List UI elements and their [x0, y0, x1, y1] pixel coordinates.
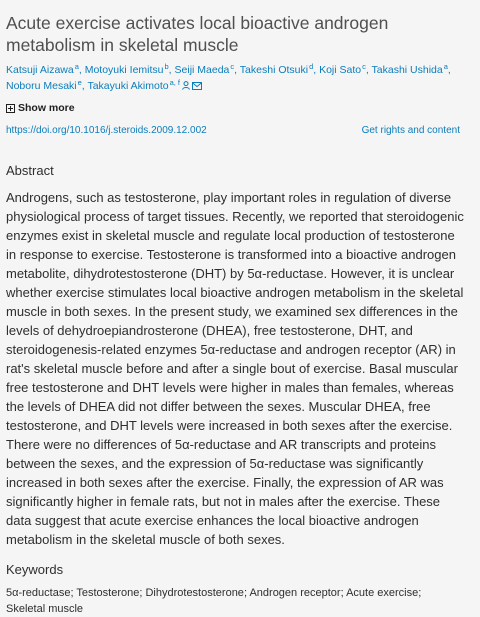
keyword: Androgen receptor — [249, 586, 341, 599]
author-list: Katsuji Aizawa$^a$, Motoyuki Iemitsu$^b$, Seiji Maeda$^c$, Takeshi Otsuki$^d$, Koji Sato$^c$, Takashi Ushida$^a$, Noboru Mesaki$^e$, Takayuki Akimoto$^{a, f}$ — [6, 62, 474, 95]
keyword: Dihydrotestosterone — [145, 586, 244, 599]
abstract-heading: Abstract — [6, 162, 54, 178]
author-name: Noboru Mesaki — [6, 80, 77, 92]
envelope-icon[interactable] — [192, 79, 202, 95]
rights-link[interactable]: Get rights and content — [361, 124, 460, 136]
keyword: 5α-reductase — [6, 586, 71, 599]
plus-box-icon — [6, 104, 15, 113]
author-affiliation: a — [443, 62, 448, 71]
author-link[interactable] — [6, 80, 82, 92]
author-name: Takeshi Otsuki — [239, 64, 309, 76]
author-name: Seiji Maeda — [174, 64, 230, 76]
keyword: Acute exercise — [346, 586, 419, 599]
keywords-heading: Keywords — [6, 561, 64, 577]
author-link[interactable] — [87, 80, 202, 92]
author-affiliation: c — [230, 62, 235, 71]
show-more-button[interactable] — [6, 102, 75, 114]
author-link[interactable] — [319, 64, 366, 76]
author-affiliation: b — [164, 62, 169, 71]
author-link[interactable] — [85, 64, 169, 76]
keyword: Testosterone — [76, 586, 140, 599]
author-link[interactable] — [6, 64, 79, 76]
show-more-label: Show more — [18, 102, 75, 114]
person-icon[interactable] — [182, 79, 190, 95]
author-link[interactable] — [372, 64, 448, 76]
author-name: Takayuki Akimoto — [87, 80, 169, 92]
keyword-list: 5α-reductase; Testosterone; Dihydrotestosterone; Androgen receptor; Acute exercise; Skeletal muscle — [6, 586, 422, 615]
author-link[interactable] — [240, 64, 313, 76]
abstract-text: Androgens, such as testosterone, play important roles in regulation of diverse physiological process of target tissues. Recently, we reported that steroidogenic enzymes exist in skeletal muscle and regulate local production of testosterone in response to exercise. Testosterone is transformed into a bioactive androgen metabolite, dihydrotestosterone (DHT) by 5α-reductase. However, it is unclear whether exercise stimulates local bioactive androgen metabolism in the skeletal muscle in both sexes. In the present study, we examined sex differences in the levels of dehydroepiandrosterone (DHEA), free testosterone, DHT, and steroidogenesis-related enzymes 5α-reductase and androgen receptor (AR) in rat's skeletal muscle before and after a single bout of exercise. Basal muscular free testosterone and DHT levels were higher in males than females, whereas the levels of DHEA did not differ between the sexes. Muscular DHEA, free testosterone, and DHT levels were increased in both sexes after the exercise. There were no differences of 5α-reductase and AR transcripts and proteins between the sexes, and the expression of 5α-reductase was significantly increased in both sexes after the exercise. Finally, the expression of AR was significantly higher in female rats, but not in males after the exercise. These data suggest that acute exercise enhances the local bioactive androgen metabolism in the skeletal muscle of both sexes. — [6, 189, 464, 547]
author-affiliation: a, f — [169, 78, 181, 87]
author-link[interactable] — [175, 64, 235, 76]
article-title: Acute exercise activates local bioactive androgen metabolism in skeletal muscle — [6, 13, 389, 55]
author-affiliation: a — [74, 62, 79, 71]
author-affiliation: c — [362, 62, 366, 71]
doi-link[interactable]: https://doi.org/10.1016/j.steroids.2009.12.002 — [6, 124, 207, 136]
author-name: Motoyuki Iemitsu — [84, 64, 164, 76]
author-name: Koji Sato — [319, 64, 362, 76]
author-affiliation: e — [77, 78, 82, 87]
keyword: Skeletal muscle — [6, 602, 84, 615]
article-links — [6, 125, 474, 136]
author-affiliation: d — [309, 62, 314, 71]
author-name: Takashi Ushida — [371, 64, 443, 76]
author-name: Katsuji Aizawa — [6, 64, 74, 76]
